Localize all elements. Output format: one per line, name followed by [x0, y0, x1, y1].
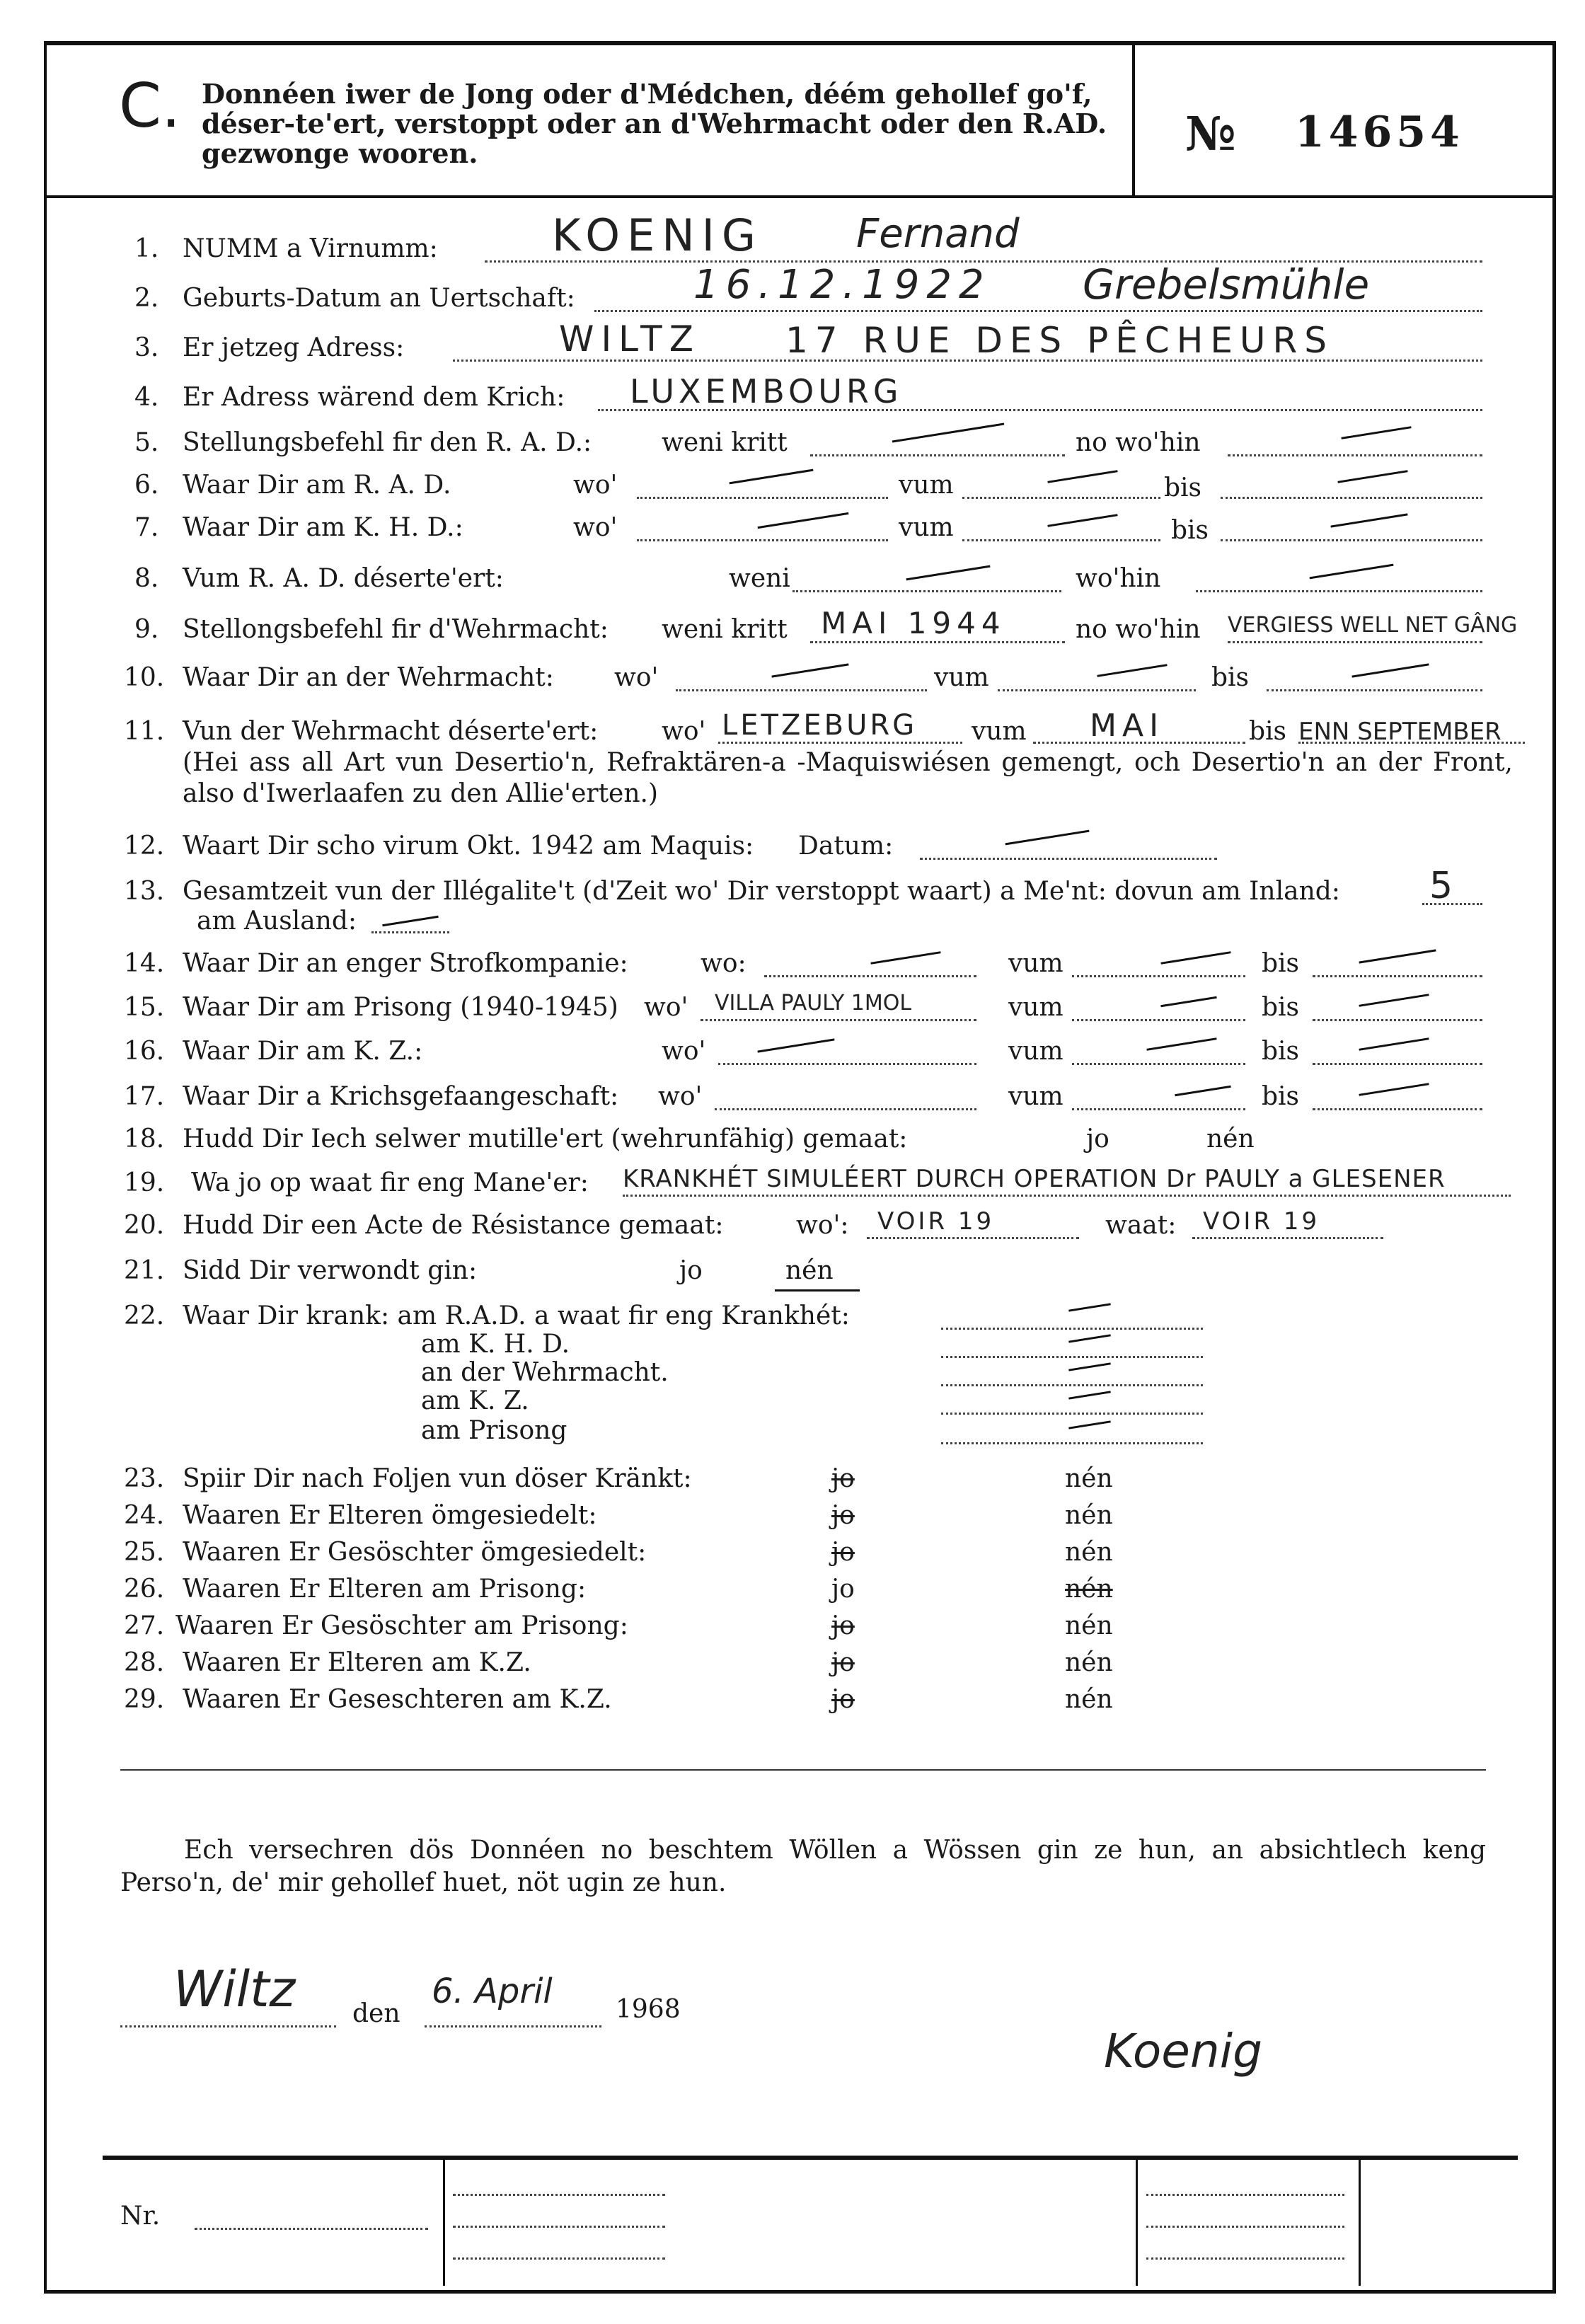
q6-from-label: vum: [899, 471, 954, 500]
q11-label: Vun der Wehrmacht déserte'ert:: [183, 717, 599, 746]
q26-no[interactable]: nén: [1065, 1575, 1113, 1604]
q18-label: Hudd Dir Iech selwer mutille'ert (wehrunfähig) gemaat:: [183, 1124, 908, 1154]
q21-yes[interactable]: jo: [679, 1256, 703, 1285]
q13-label: Gesamtzeit vun der Illégalite't (d'Zeit wo' Dir verstoppt waart) a Me'nt: dovun am Inland:: [183, 877, 1340, 906]
q24-no[interactable]: nén: [1065, 1501, 1113, 1530]
q1-number: 1.: [134, 234, 159, 263]
q14-where-field[interactable]: [764, 975, 976, 977]
q13-abroad-field[interactable]: [371, 931, 449, 933]
footer-col-divider-3: [1359, 2160, 1361, 2286]
section-divider: [120, 1769, 1486, 1771]
q19-answer: KRANKHÉT SIMULÉERT DURCH OPERATION Dr PAULY a GLESENER: [623, 1165, 1446, 1193]
applicant-signature: Koenig: [1104, 2024, 1262, 2078]
footer-field-2[interactable]: [453, 2226, 665, 2228]
q5-number: 5.: [134, 428, 159, 457]
date-handwritten: 6. April: [432, 1972, 553, 2011]
q23-number: 23.: [124, 1464, 165, 1493]
q29-number: 29.: [124, 1685, 165, 1714]
q27-label: Waaren Er Gesöschter am Prisong:: [175, 1611, 628, 1640]
q22-field-0[interactable]: [941, 1328, 1203, 1330]
q11-note: (Hei ass all Art vun Desertio'n, Refraktären-a -Maquiswiésen gemengt, och Desertio'n an der Front, also d'Iwerlaafen zu den Allie'erten.): [183, 748, 1513, 808]
footer-field-3[interactable]: [453, 2257, 665, 2260]
q5-where-field[interactable]: [1228, 454, 1482, 456]
year-label: 1968: [616, 1995, 681, 2024]
q8-where-field[interactable]: [1196, 590, 1482, 592]
q24-label: Waaren Er Elteren ömgesiedelt:: [183, 1501, 597, 1530]
q15-number: 15.: [124, 993, 165, 1022]
q22-label: Waar Dir krank: am R.A.D. a waat fir eng Krankhét:: [183, 1301, 850, 1330]
q18-number: 18.: [124, 1124, 165, 1154]
nr-label: Nr.: [120, 2202, 161, 2231]
q12-number: 12.: [124, 832, 165, 861]
q16-where-field[interactable]: [718, 1063, 976, 1065]
q9-label: Stellongsbefehl fir d'Wehrmacht:: [183, 615, 609, 644]
q16-to-label: bis: [1262, 1037, 1300, 1066]
q14-to-label: bis: [1262, 949, 1300, 978]
q6-number: 6.: [134, 471, 159, 500]
header-divider: [1132, 44, 1135, 197]
q3-label: Er jetzeg Adress:: [183, 333, 405, 362]
q23-no[interactable]: nén: [1065, 1464, 1113, 1493]
q22-sub-3: am Prisong: [421, 1416, 567, 1445]
q27-number: 27.: [124, 1611, 165, 1640]
q6-to-field[interactable]: [1221, 497, 1482, 499]
q6-label: Waar Dir am R. A. D.: [183, 471, 451, 500]
q26-number: 26.: [124, 1575, 165, 1604]
q2-birthplace: Grebelsmühle: [1083, 260, 1370, 309]
q15-where-label: wo': [644, 993, 688, 1022]
footer-field-1[interactable]: [453, 2194, 665, 2196]
q7-label: Waar Dir am K. H. D.:: [183, 513, 463, 542]
q21-label: Sidd Dir verwondt gin:: [183, 1256, 478, 1285]
q15-to-label: bis: [1262, 993, 1300, 1022]
q1-label: NUMM a Virnumm:: [183, 234, 438, 263]
q17-to-label: bis: [1262, 1082, 1300, 1111]
q5-where-label: no wo'hin: [1076, 428, 1201, 457]
q21-no[interactable]: nén: [785, 1256, 834, 1285]
q11-to-label: bis: [1249, 717, 1287, 746]
q29-label: Waaren Er Geseschteren am K.Z.: [183, 1685, 612, 1714]
q2-field[interactable]: [594, 310, 1482, 312]
q12-date-field[interactable]: [920, 858, 1217, 860]
q21-no-underline: [775, 1289, 860, 1292]
footer-col-divider-1: [443, 2160, 445, 2286]
q11-from-label: vum: [972, 717, 1027, 746]
declaration-text: Ech versechren dös Donnéen no beschtem Wöllen a Wössen gin ze hun, an absichtlech keng Perso'n, de' mir gehollef huet, nöt ugin ze hun.: [120, 1836, 1486, 1897]
q15-where-answer: VILLA PAULY 1MOL: [715, 991, 912, 1016]
q9-where-field[interactable]: [1228, 641, 1482, 643]
q11-where-label: wo': [662, 717, 706, 746]
q17-number: 17.: [124, 1082, 165, 1111]
footer-col-divider-2: [1136, 2160, 1138, 2286]
q7-where-field[interactable]: [637, 539, 888, 541]
q16-to-field[interactable]: [1313, 1063, 1482, 1065]
q7-where-label: wo': [573, 513, 618, 542]
q5-when-label: weni kritt: [662, 428, 788, 457]
q22-field-2[interactable]: [941, 1384, 1203, 1386]
q7-from-field[interactable]: [962, 539, 1160, 541]
q26-label: Waaren Er Elteren am Prisong:: [183, 1575, 587, 1604]
q14-from-label: vum: [1008, 949, 1064, 978]
q1-surname: KOENIG: [552, 209, 763, 261]
q14-to-field[interactable]: [1313, 975, 1482, 977]
header-title: Donnéen iwer de Jong oder d'Médchen, déém gehollef go'f, déser-te'ert, verstoppt oder an d'Wehrmacht oder den R.AD. gezwonge wooren.: [202, 78, 1107, 169]
q9-when-label: weni kritt: [662, 615, 788, 644]
q22-sub-1: an der Wehrmacht.: [421, 1358, 669, 1387]
q7-to-field[interactable]: [1221, 539, 1482, 541]
q22-sub-0: am K. H. D.: [421, 1330, 570, 1359]
date-field[interactable]: [425, 2025, 601, 2027]
q16-number: 16.: [124, 1037, 165, 1066]
q28-label: Waaren Er Elteren am K.Z.: [183, 1648, 531, 1677]
footer-field-6[interactable]: [1146, 2257, 1344, 2260]
q16-where-label: wo': [662, 1037, 706, 1066]
q1-firstname: Fernand: [856, 211, 1020, 257]
q15-from-field[interactable]: [1072, 1019, 1245, 1021]
q11-where-answer: LETZEBURG: [722, 709, 918, 742]
q14-from-field[interactable]: [1072, 975, 1245, 977]
q28-no[interactable]: nén: [1065, 1648, 1113, 1677]
q7-to-label: bis: [1171, 516, 1209, 545]
q14-where-label: wo:: [701, 949, 747, 978]
q20-where-label: wo':: [796, 1211, 849, 1240]
q25-yes[interactable]: jo: [831, 1538, 855, 1567]
q14-number: 14.: [124, 949, 165, 978]
q2-label: Geburts-Datum an Uertschaft:: [183, 284, 575, 313]
q6-where-label: wo': [573, 471, 618, 500]
q18-yes[interactable]: jo: [1086, 1124, 1110, 1154]
q20-where-answer: VOIR 19: [877, 1207, 995, 1236]
q17-where-field[interactable]: [715, 1108, 976, 1110]
q20-where-field[interactable]: [867, 1237, 1079, 1239]
q9-when-answer: MAI 1944: [821, 606, 1006, 640]
q29-yes[interactable]: jo: [831, 1685, 855, 1714]
q20-what-label: waat:: [1105, 1211, 1177, 1240]
den-label: den: [352, 1999, 400, 2028]
q22-field-1[interactable]: [941, 1356, 1203, 1358]
footer-field-4[interactable]: [1146, 2194, 1344, 2196]
q15-label: Waar Dir am Prisong (1940-1945): [183, 993, 618, 1022]
q10-from-field[interactable]: [998, 689, 1196, 691]
q19-field[interactable]: [623, 1195, 1511, 1197]
q12-date-label: Datum:: [798, 832, 894, 861]
nr-field[interactable]: [195, 2228, 428, 2230]
q11-to-answer: ENN SEPTEMBER: [1298, 718, 1502, 746]
q6-to-label: bis: [1164, 473, 1202, 502]
q15-where-field[interactable]: [701, 1019, 976, 1021]
q29-no[interactable]: nén: [1065, 1685, 1113, 1714]
q24-number: 24.: [124, 1501, 165, 1530]
q17-from-label: vum: [1008, 1082, 1064, 1111]
footer-field-5[interactable]: [1146, 2226, 1344, 2228]
q4-label: Er Adress wärend dem Krich:: [183, 383, 565, 412]
place-handwritten: Wiltz: [173, 1960, 296, 2018]
q21-number: 21.: [124, 1256, 165, 1285]
q10-to-label: bis: [1211, 663, 1250, 692]
q11-where-field[interactable]: [718, 742, 962, 744]
q10-number: 10.: [124, 663, 165, 692]
q16-from-label: vum: [1008, 1037, 1064, 1066]
q9-where-label: no wo'hin: [1076, 615, 1201, 644]
q20-number: 20.: [124, 1211, 165, 1240]
q20-label: Hudd Dir een Acte de Résistance gemaat:: [183, 1211, 724, 1240]
q5-label: Stellungsbefehl fir den R. A. D.:: [183, 428, 592, 457]
form-number: 14654: [1295, 108, 1464, 157]
q15-from-label: vum: [1008, 993, 1064, 1022]
q12-label: Waart Dir scho virum Okt. 1942 am Maquis:: [183, 832, 754, 861]
q10-where-field[interactable]: [676, 689, 927, 691]
q3-number: 3.: [134, 333, 159, 362]
q15-to-field[interactable]: [1313, 1019, 1482, 1021]
q22-sub-2: am K. Z.: [421, 1386, 529, 1415]
place-field[interactable]: [120, 2025, 336, 2027]
q25-label: Waaren Er Gesöschter ömgesiedelt:: [183, 1538, 647, 1567]
footer-top-rule: [103, 2156, 1518, 2160]
q14-label: Waar Dir an enger Strofkompanie:: [183, 949, 628, 978]
q13-number: 13.: [124, 877, 165, 906]
q6-where-field[interactable]: [637, 497, 888, 499]
q4-wartime-address: LUXEMBOURG: [630, 372, 903, 410]
q8-when-field[interactable]: [792, 590, 1061, 592]
q28-yes[interactable]: jo: [831, 1648, 855, 1677]
q10-label: Waar Dir an der Wehrmacht:: [183, 663, 554, 692]
q2-birthdate: 16.12.1922: [693, 262, 991, 308]
q25-number: 25.: [124, 1538, 165, 1567]
q10-to-field[interactable]: [1267, 689, 1482, 691]
q28-number: 28.: [124, 1648, 165, 1677]
q19-label: Wa jo op waat fir eng Mane'er:: [191, 1168, 589, 1197]
q17-to-field[interactable]: [1313, 1108, 1482, 1110]
q24-yes[interactable]: jo: [831, 1501, 855, 1530]
q13-abroad-label: am Ausland:: [197, 907, 357, 936]
q19-number: 19.: [124, 1168, 165, 1197]
q8-number: 8.: [134, 564, 159, 593]
q22-field-3[interactable]: [941, 1413, 1203, 1415]
q23-label: Spiir Dir nach Foljen vun döser Kränkt:: [183, 1464, 692, 1493]
q4-number: 4.: [134, 383, 159, 412]
q20-what-answer: VOIR 19: [1203, 1207, 1320, 1236]
q3-city: WILTZ: [559, 318, 701, 359]
q16-label: Waar Dir am K. Z.:: [183, 1037, 423, 1066]
q25-no[interactable]: nén: [1065, 1538, 1113, 1567]
q2-number: 2.: [134, 284, 159, 313]
q6-from-field[interactable]: [962, 497, 1160, 499]
q11-number: 11.: [124, 717, 165, 746]
header-bottom-line: [44, 195, 1554, 198]
q27-yes[interactable]: jo: [831, 1611, 855, 1640]
q9-number: 9.: [134, 615, 159, 644]
q10-where-label: wo': [614, 663, 659, 692]
q8-when-label: weni: [729, 564, 790, 593]
q7-from-label: vum: [899, 513, 954, 542]
q17-where-label: wo': [658, 1082, 703, 1111]
number-symbol: №: [1185, 106, 1236, 161]
q23-yes[interactable]: jo: [831, 1464, 855, 1493]
q20-what-field[interactable]: [1192, 1237, 1383, 1239]
q13-inland-answer: 5: [1429, 865, 1453, 907]
q7-number: 7.: [134, 513, 159, 542]
q17-from-field[interactable]: [1072, 1108, 1245, 1110]
q8-where-label: wo'hin: [1076, 564, 1161, 593]
q16-from-field[interactable]: [1072, 1063, 1245, 1065]
header-letter: C.: [119, 71, 181, 142]
q5-when-field[interactable]: [810, 454, 1065, 456]
q3-street: 17 RUE DES PÊCHEURS: [785, 320, 1334, 361]
q27-no[interactable]: nén: [1065, 1611, 1113, 1640]
q17-label: Waar Dir a Krichsgefaangeschaft:: [183, 1082, 619, 1111]
q26-yes[interactable]: jo: [831, 1575, 855, 1604]
q11-from-answer: MAI: [1090, 708, 1165, 744]
q22-field-4[interactable]: [941, 1442, 1203, 1444]
q18-no[interactable]: nén: [1206, 1124, 1255, 1154]
q8-label: Vum R. A. D. déserte'ert:: [183, 564, 504, 593]
q9-when-field[interactable]: [810, 641, 1065, 643]
q10-from-label: vum: [934, 663, 989, 692]
q9-where-answer: VERGIESS WELL NET GÂNG: [1228, 613, 1518, 638]
q22-number: 22.: [124, 1301, 165, 1330]
